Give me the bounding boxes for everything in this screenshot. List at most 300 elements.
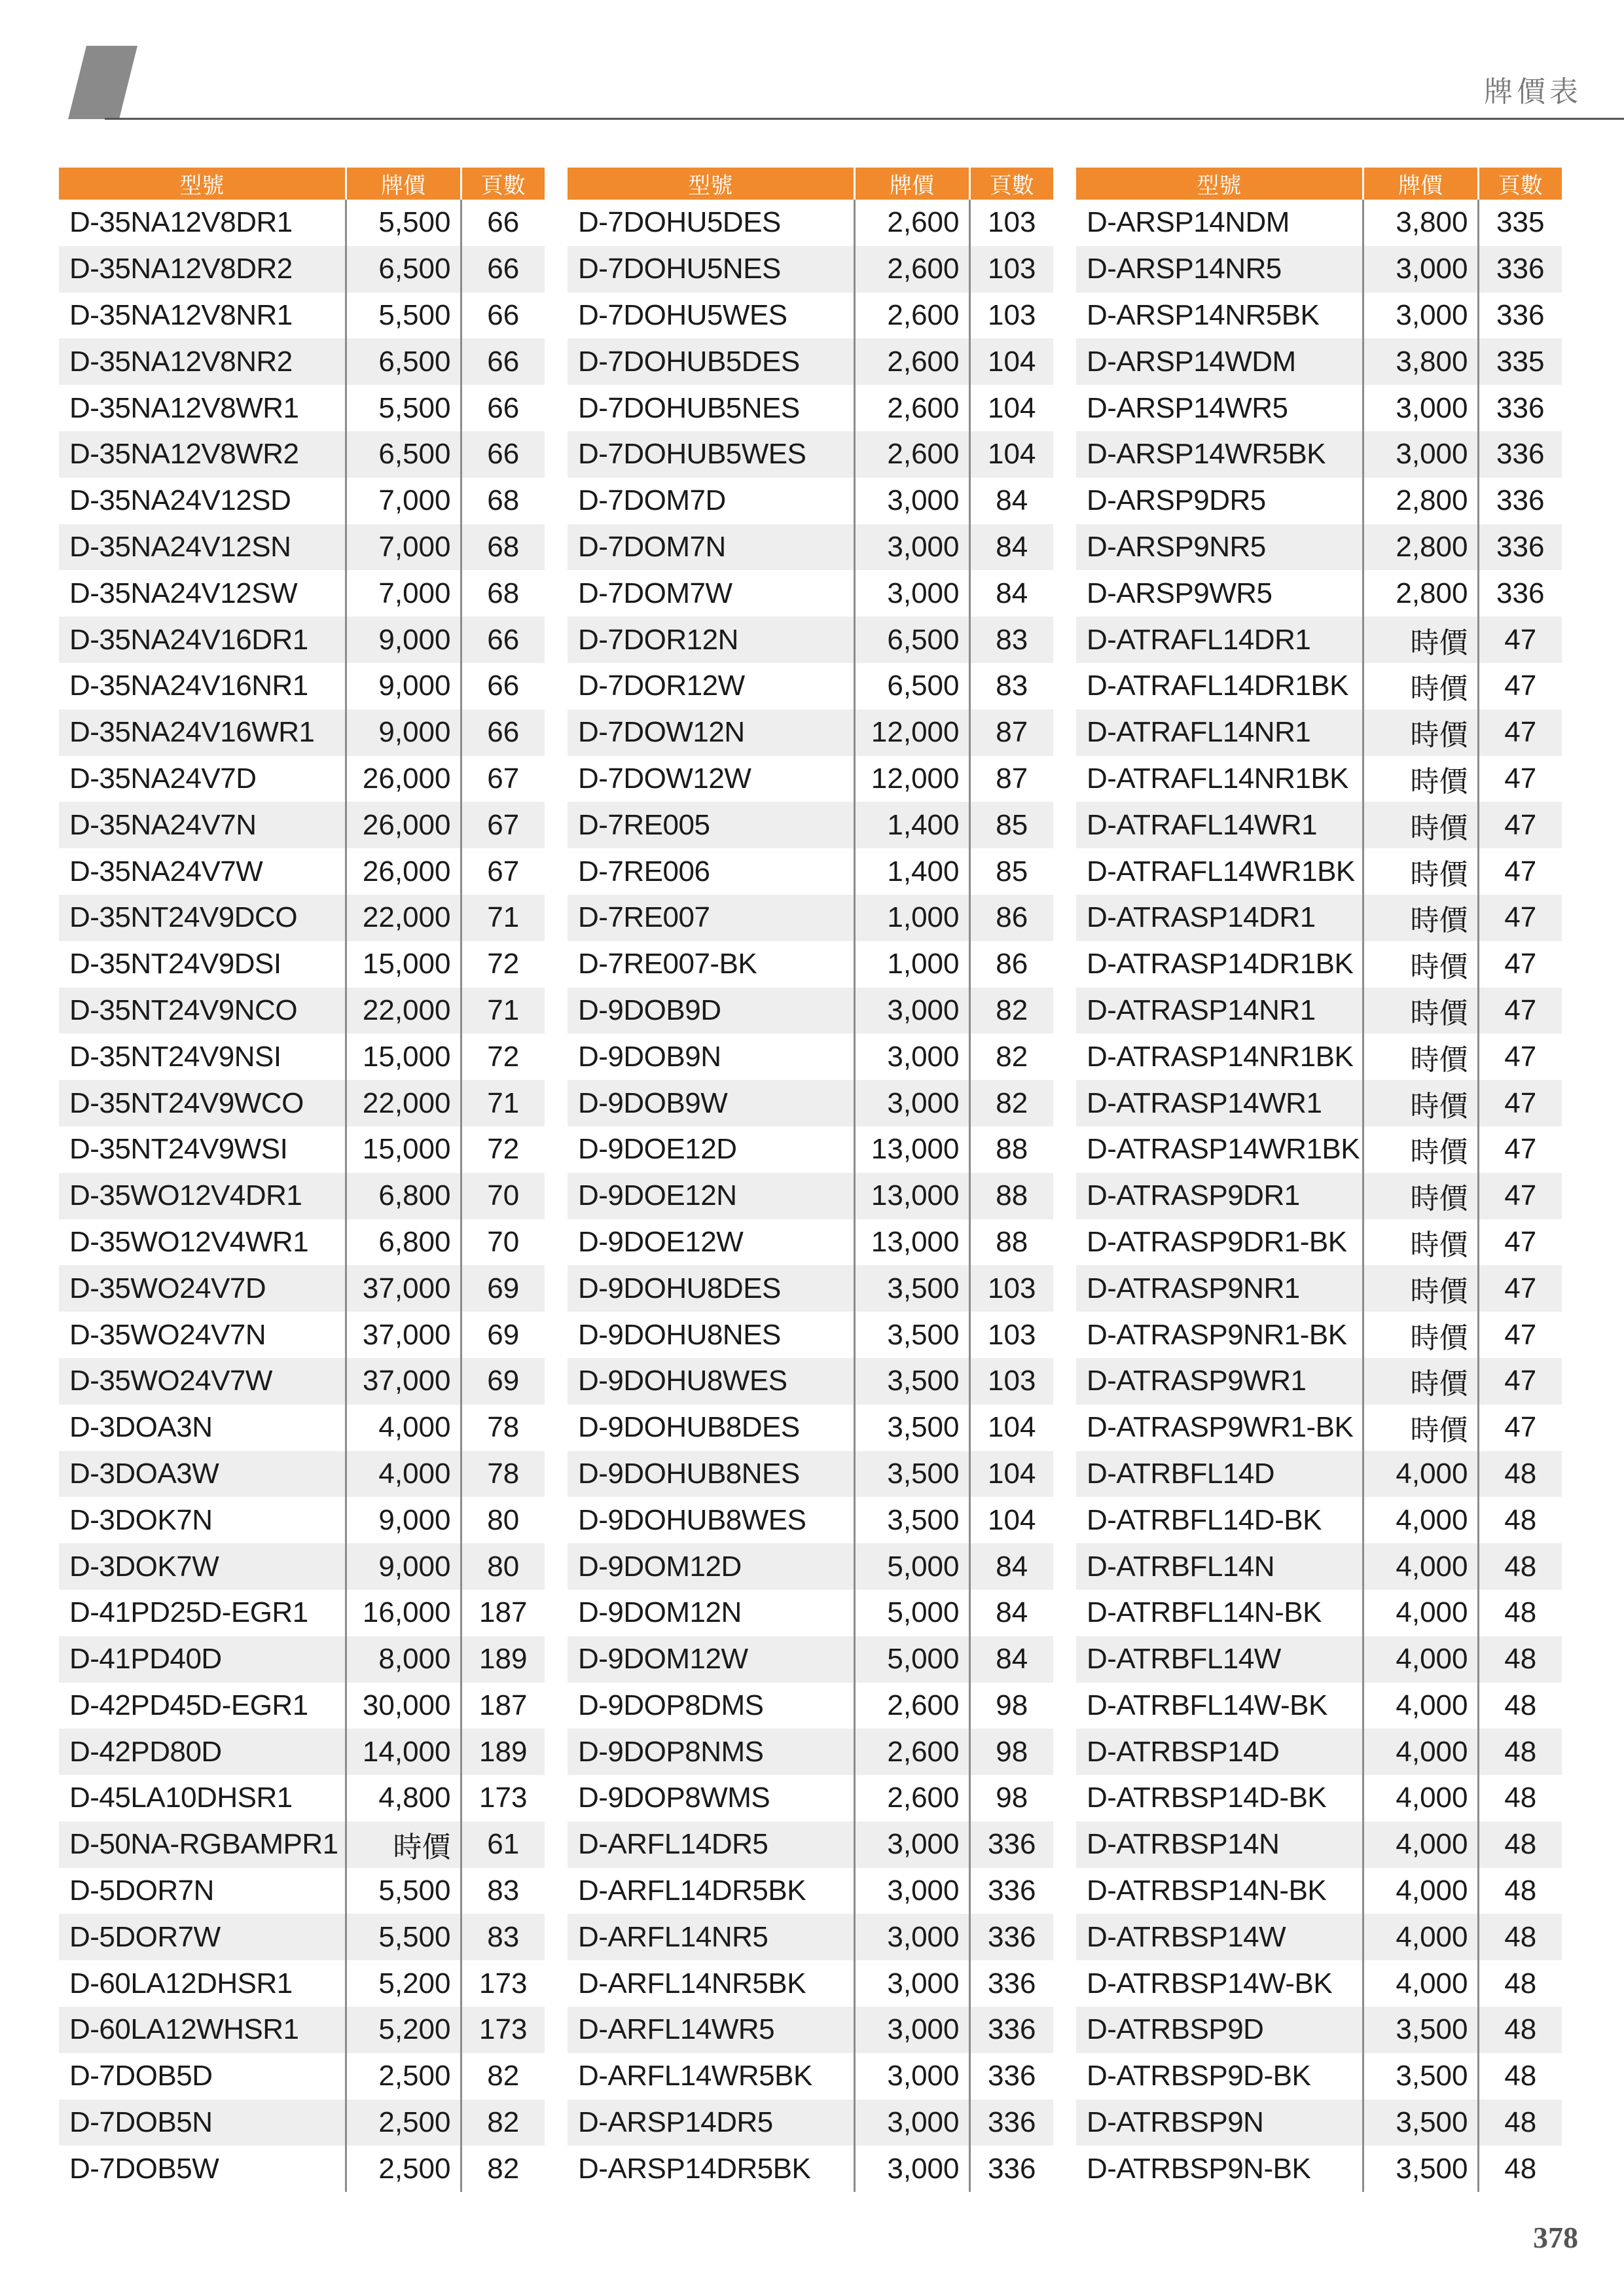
model-cell: D-5DOR7W: [59, 1914, 346, 1960]
table-row: [568, 709, 1053, 756]
page-cell: 86: [996, 948, 1028, 980]
page-cell: 71: [461, 895, 545, 941]
table-row: [568, 1636, 1053, 1683]
page-cell: 67: [487, 762, 520, 795]
price-cell: 15,000: [346, 1033, 461, 1080]
price-cell: 2,600: [854, 338, 969, 385]
page-cell: 48: [1478, 1914, 1562, 1960]
model-cell: D-35NA12V8NR1: [59, 293, 346, 339]
price-cell: 時價: [1363, 1126, 1478, 1173]
page-cell: 336: [1496, 577, 1545, 609]
table-body: [59, 200, 545, 2192]
price-cell: 15,000: [346, 941, 461, 988]
price-cell: 時價: [1363, 988, 1478, 1034]
model-cell: D-9DOHU8NES: [568, 1312, 854, 1358]
page-cell: 47: [1504, 1411, 1537, 1444]
model-cell: D-35NA24V12SW: [59, 570, 346, 617]
table-row: [59, 1126, 545, 1173]
model-cell: D-7DOHUB5DES: [568, 338, 854, 385]
table-row: [1076, 1173, 1562, 1219]
page-cell: 69: [461, 1358, 545, 1405]
page-cell: 48: [1504, 2060, 1537, 2092]
page-cell: 47: [1504, 1040, 1537, 1073]
table-row: [1076, 1080, 1562, 1126]
price-cell: 5,000: [854, 1590, 969, 1636]
model-cell: D-35NT24V9WCO: [59, 1080, 346, 1126]
price-cell: 16,000: [346, 1590, 461, 1636]
table-row: [568, 2007, 1053, 2053]
page-cell: 103: [988, 206, 1036, 239]
table-row: [59, 1497, 545, 1543]
model-cell: D-9DOE12D: [568, 1126, 854, 1173]
model-cell: D-ARFL14NR5: [568, 1914, 854, 1960]
table-row: [59, 2100, 545, 2146]
model-cell: D-9DOP8WMS: [568, 1775, 854, 1821]
model-cell: D-7DOB5N: [59, 2100, 346, 2146]
table-row: [568, 2145, 1053, 2192]
model-cell: D-ATRBSP14D-BK: [1076, 1775, 1363, 1821]
table-row: [59, 895, 545, 941]
model-cell: D-7DOW12W: [568, 756, 854, 802]
model-cell: D-9DOB9W: [568, 1080, 854, 1126]
page-cell: 47: [1478, 709, 1562, 756]
table-row: [568, 1126, 1053, 1173]
price-cell: 37,000: [346, 1312, 461, 1358]
price-cell: 4,000: [346, 1405, 461, 1451]
price-cell: 時價: [1363, 1173, 1478, 1219]
price-cell: 8,000: [346, 1636, 461, 1683]
table-row: [59, 1173, 545, 1219]
price-cell: 9,000: [346, 709, 461, 756]
table-row: [568, 293, 1053, 339]
table-row: [1076, 1636, 1562, 1683]
price-cell: 6,800: [346, 1219, 461, 1266]
page-cell: 84: [996, 1596, 1028, 1629]
page-cell: 336: [969, 1821, 1053, 1868]
page-cell: 82: [969, 988, 1053, 1034]
column-header-model: 型號: [59, 168, 346, 200]
price-table-2: [568, 168, 1053, 2192]
model-cell: D-35NT24V9DCO: [59, 895, 346, 941]
model-cell: D-41PD40D: [59, 1636, 346, 1683]
price-cell: 3,500: [1363, 2100, 1478, 2146]
price-cell: 6,500: [346, 338, 461, 385]
model-cell: D-35WO24V7D: [59, 1265, 346, 1312]
price-cell: 4,000: [1363, 1775, 1478, 1821]
model-cell: D-ATRASP14DR1: [1076, 895, 1363, 941]
page-cell: 85: [969, 802, 1053, 848]
table-row: [568, 756, 1053, 802]
price-cell: 2,600: [854, 1683, 969, 1729]
model-cell: D-35NA24V7N: [59, 802, 346, 848]
model-cell: D-ATRBFL14W-BK: [1076, 1683, 1363, 1729]
model-cell: D-ARSP14WR5BK: [1076, 431, 1363, 478]
price-cell: 3,500: [854, 1497, 969, 1543]
page-cell: 48: [1478, 2007, 1562, 2053]
model-cell: D-ARSP14WDM: [1076, 338, 1363, 385]
table-row: [568, 246, 1053, 293]
table-header-row: [1076, 168, 1562, 200]
table-row: [1076, 756, 1562, 802]
price-cell: 12,000: [854, 756, 969, 802]
page-cell: 336: [969, 2100, 1053, 2146]
model-cell: D-41PD25D-EGR1: [59, 1590, 346, 1636]
page-cell: 103: [969, 1265, 1053, 1312]
table-row: [1076, 1358, 1562, 1405]
price-cell: 5,200: [346, 1960, 461, 2007]
model-cell: D-ATRBSP14N-BK: [1076, 1868, 1363, 1914]
model-cell: D-ARSP14NR5BK: [1076, 293, 1363, 339]
table-row: [59, 1312, 545, 1358]
model-cell: D-35NA24V16WR1: [59, 709, 346, 756]
model-cell: D-ARFL14DR5BK: [568, 1868, 854, 1914]
table-row: [568, 663, 1053, 709]
table-row: [59, 1821, 545, 1868]
table-row: [568, 1543, 1053, 1590]
table-row: [59, 1683, 545, 1729]
table-row: [1076, 385, 1562, 431]
page-cell: 68: [487, 577, 520, 609]
page-cell: 47: [1504, 948, 1537, 980]
price-cell: 3,000: [854, 524, 969, 571]
page-cell: 173: [461, 2007, 545, 2053]
page-cell: 104: [969, 1451, 1053, 1498]
table-row: [1076, 1126, 1562, 1173]
model-cell: D-ATRAFL14WR1BK: [1076, 848, 1363, 895]
model-cell: D-3DOK7W: [59, 1543, 346, 1590]
model-cell: D-3DOA3N: [59, 1405, 346, 1451]
table-header-row: [568, 168, 1053, 200]
price-cell: 時價: [1363, 1033, 1478, 1080]
table-body: [568, 200, 1053, 2192]
table-row: [1076, 1729, 1562, 1775]
price-cell: 時價: [1363, 895, 1478, 941]
page-cell: 66: [487, 670, 520, 702]
table-row: [568, 1451, 1053, 1498]
page-cell: 82: [996, 1040, 1028, 1073]
table-row: [568, 1775, 1053, 1821]
model-cell: D-7DOM7D: [568, 478, 854, 524]
price-cell: 2,600: [854, 200, 969, 246]
table-row: [568, 1219, 1053, 1266]
table-row: [1076, 941, 1562, 988]
price-cell: 2,600: [854, 293, 969, 339]
price-cell: 22,000: [346, 988, 461, 1034]
price-cell: 2,600: [854, 1775, 969, 1821]
column-header-price: 牌價: [854, 168, 969, 200]
price-cell: 4,000: [346, 1451, 461, 1498]
price-cell: 3,000: [854, 570, 969, 617]
price-cell: 1,400: [854, 848, 969, 895]
price-cell: 4,000: [1363, 1729, 1478, 1775]
page-cell: 66: [461, 338, 545, 385]
table-row: [1076, 478, 1562, 524]
model-cell: D-9DOB9N: [568, 1033, 854, 1080]
model-cell: D-ATRAFL14NR1BK: [1076, 756, 1363, 802]
model-cell: D-9DOHUB8WES: [568, 1497, 854, 1543]
price-cell: 3,000: [854, 478, 969, 524]
model-cell: D-ATRBSP9D-BK: [1076, 2053, 1363, 2100]
price-cell: 4,000: [1363, 1868, 1478, 1914]
price-cell: 26,000: [346, 848, 461, 895]
price-cell: 3,500: [1363, 2145, 1478, 2192]
model-cell: D-9DOM12D: [568, 1543, 854, 1590]
page-cell: 82: [487, 2060, 520, 2092]
price-cell: 6,500: [346, 246, 461, 293]
model-cell: D-ARSP14DR5BK: [568, 2145, 854, 2192]
table-row: [59, 338, 545, 385]
price-cell: 37,000: [346, 1358, 461, 1405]
price-cell: 22,000: [346, 895, 461, 941]
model-cell: D-35WO24V7N: [59, 1312, 346, 1358]
model-cell: D-50NA-RGBAMPR1: [59, 1821, 346, 1868]
price-cell: 5,500: [346, 200, 461, 246]
table-row: [1076, 1312, 1562, 1358]
page-cell: 88: [996, 1133, 1028, 1166]
table-row: [1076, 1960, 1562, 2007]
price-cell: 4,000: [1363, 1914, 1478, 1960]
table-row: [59, 524, 545, 571]
page-cell: 336: [969, 1914, 1053, 1960]
page-cell: 104: [969, 431, 1053, 478]
table-row: [59, 1265, 545, 1312]
model-cell: D-ARFL14WR5BK: [568, 2053, 854, 2100]
table-row: [1076, 246, 1562, 293]
model-cell: D-35NT24V9NSI: [59, 1033, 346, 1080]
page-cell: 336: [1478, 246, 1562, 293]
price-cell: 4,000: [1363, 1590, 1478, 1636]
model-cell: D-3DOK7N: [59, 1497, 346, 1543]
model-cell: D-3DOA3W: [59, 1451, 346, 1498]
model-cell: D-ATRAFL14DR1: [1076, 617, 1363, 663]
model-cell: D-ATRBFL14N-BK: [1076, 1590, 1363, 1636]
table-row: [568, 848, 1053, 895]
table-row: [568, 1590, 1053, 1636]
table-row: [59, 617, 545, 663]
model-cell: D-35NA12V8WR1: [59, 385, 346, 431]
model-cell: D-45LA10DHSR1: [59, 1775, 346, 1821]
page-cell: 103: [969, 1358, 1053, 1405]
table-row: [568, 1033, 1053, 1080]
table-row: [568, 1914, 1053, 1960]
price-cell: 3,000: [854, 988, 969, 1034]
table-row: [1076, 338, 1562, 385]
table-row: [1076, 1543, 1562, 1590]
model-cell: D-60LA12DHSR1: [59, 1960, 346, 2007]
price-cell: 2,600: [854, 246, 969, 293]
model-cell: D-ATRBFL14D-BK: [1076, 1497, 1363, 1543]
price-cell: 3,500: [1363, 2007, 1478, 2053]
price-cell: 3,000: [1363, 385, 1478, 431]
model-cell: D-35NT24V9NCO: [59, 988, 346, 1034]
page-cell: 78: [487, 1411, 520, 1444]
page-cell: 104: [988, 1503, 1036, 1536]
page-cell: 336: [988, 1967, 1036, 2000]
page-cell: 83: [996, 670, 1028, 702]
price-cell: 3,500: [854, 1405, 969, 1451]
price-cell: 5,200: [346, 2007, 461, 2053]
page-cell: 80: [487, 1503, 520, 1536]
table-row: [1076, 1914, 1562, 1960]
price-cell: 3,500: [1363, 2053, 1478, 2100]
page-cell: 47: [1478, 1080, 1562, 1126]
header-accent-bar: [68, 46, 137, 119]
model-cell: D-9DOHUB8NES: [568, 1451, 854, 1498]
table-row: [59, 246, 545, 293]
price-cell: 6,500: [346, 431, 461, 478]
table-row: [59, 848, 545, 895]
price-cell: 3,000: [854, 2007, 969, 2053]
price-cell: 3,500: [854, 1358, 969, 1405]
table-row: [568, 1173, 1053, 1219]
page-cell: 66: [461, 617, 545, 663]
model-cell: D-ATRASP9WR1: [1076, 1358, 1363, 1405]
model-cell: D-ATRBSP9N: [1076, 2100, 1363, 2146]
model-cell: D-42PD80D: [59, 1729, 346, 1775]
table-row: [59, 1080, 545, 1126]
page-cell: 336: [988, 1874, 1036, 1907]
price-cell: 22,000: [346, 1080, 461, 1126]
table-row: [59, 709, 545, 756]
model-cell: D-35WO12V4WR1: [59, 1219, 346, 1266]
model-cell: D-ARSP9NR5: [1076, 524, 1363, 571]
page-cell: 48: [1504, 1689, 1537, 1721]
page-cell: 71: [461, 988, 545, 1034]
price-table-1: [59, 168, 545, 2192]
page-cell: 88: [996, 1225, 1028, 1258]
page-cell: 173: [479, 1782, 528, 1814]
table-row: [568, 1497, 1053, 1543]
page-cell: 48: [1504, 2152, 1537, 2185]
page-cell: 48: [1504, 1503, 1537, 1536]
price-cell: 3,000: [1363, 246, 1478, 293]
page-cell: 48: [1478, 1636, 1562, 1683]
table-row: [59, 663, 545, 709]
page-cell: 98: [996, 1782, 1028, 1814]
table-row: [1076, 2145, 1562, 2192]
price-cell: 2,500: [346, 2100, 461, 2146]
page-cell: 48: [1478, 2100, 1562, 2146]
price-cell: 13,000: [854, 1126, 969, 1173]
page-cell: 84: [969, 1636, 1053, 1683]
page-cell: 69: [461, 1265, 545, 1312]
price-cell: 4,000: [1363, 1543, 1478, 1590]
price-cell: 時價: [1363, 1265, 1478, 1312]
model-cell: D-35NT24V9WSI: [59, 1126, 346, 1173]
price-cell: 6,500: [854, 663, 969, 709]
table-row: [59, 431, 545, 478]
price-cell: 12,000: [854, 709, 969, 756]
table-row: [568, 338, 1053, 385]
page-cell: 84: [996, 484, 1028, 517]
price-cell: 時價: [1363, 663, 1478, 709]
price-cell: 26,000: [346, 802, 461, 848]
table-header-row: [59, 168, 545, 200]
page-cell: 85: [996, 855, 1028, 888]
price-cell: 1,400: [854, 802, 969, 848]
model-cell: D-ATRASP14WR1: [1076, 1080, 1363, 1126]
model-cell: D-ATRBSP9N-BK: [1076, 2145, 1363, 2192]
price-cell: 2,600: [854, 1729, 969, 1775]
model-cell: D-ARFL14DR5: [568, 1821, 854, 1868]
table-row: [1076, 1683, 1562, 1729]
model-cell: D-7RE006: [568, 848, 854, 895]
table-row: [59, 570, 545, 617]
price-cell: 7,000: [346, 524, 461, 571]
page-cell: 336: [988, 2060, 1036, 2092]
table-row: [1076, 617, 1562, 663]
table-row: [59, 1033, 545, 1080]
page-cell: 335: [1478, 338, 1562, 385]
page-cell: 98: [969, 1729, 1053, 1775]
price-cell: 4,000: [1363, 1636, 1478, 1683]
page-cell: 70: [461, 1173, 545, 1219]
price-cell: 4,000: [1363, 1821, 1478, 1868]
page-cell: 68: [487, 484, 520, 517]
model-cell: D-ATRASP14NR1BK: [1076, 1033, 1363, 1080]
model-cell: D-ATRASP9WR1-BK: [1076, 1405, 1363, 1451]
table-row: [1076, 848, 1562, 895]
table-row: [1076, 1451, 1562, 1498]
price-cell: 2,800: [1363, 570, 1478, 617]
price-cell: 4,800: [346, 1775, 461, 1821]
page-cell: 69: [487, 1318, 520, 1351]
table-row: [1076, 1590, 1562, 1636]
page-cell: 103: [988, 1318, 1036, 1351]
page-cell: 48: [1478, 1821, 1562, 1868]
page-cell: 66: [461, 709, 545, 756]
model-cell: D-35NT24V9DSI: [59, 941, 346, 988]
table-row: [1076, 1821, 1562, 1868]
model-cell: D-7DOB5W: [59, 2145, 346, 2192]
model-cell: D-9DOHU8DES: [568, 1265, 854, 1312]
price-cell: 2,800: [1363, 524, 1478, 571]
page-cell: 87: [969, 709, 1053, 756]
model-cell: D-7DOHU5NES: [568, 246, 854, 293]
model-cell: D-35NA24V7D: [59, 756, 346, 802]
table-row: [59, 2145, 545, 2192]
model-cell: D-ATRBSP9D: [1076, 2007, 1363, 2053]
price-cell: 4,000: [1363, 1683, 1478, 1729]
price-cell: 時價: [1363, 756, 1478, 802]
model-cell: D-7RE005: [568, 802, 854, 848]
page-cell: 88: [969, 1173, 1053, 1219]
page-cell: 48: [1504, 1596, 1537, 1629]
page-cell: 72: [487, 1133, 520, 1166]
model-cell: D-ATRBFL14N: [1076, 1543, 1363, 1590]
model-cell: D-ATRASP14DR1BK: [1076, 941, 1363, 988]
model-cell: D-9DOP8NMS: [568, 1729, 854, 1775]
table-row: [568, 617, 1053, 663]
table-row: [59, 1543, 545, 1590]
price-cell: 37,000: [346, 1265, 461, 1312]
page-cell: 48: [1504, 1967, 1537, 2000]
page-cell: 189: [461, 1729, 545, 1775]
page-cell: 67: [461, 802, 545, 848]
page-cell: 66: [461, 431, 545, 478]
table-row: [568, 1405, 1053, 1451]
page-cell: 70: [487, 1225, 520, 1258]
price-cell: 3,000: [854, 1914, 969, 1960]
table-row: [1076, 988, 1562, 1034]
price-cell: 5,000: [854, 1636, 969, 1683]
page-cell: 84: [996, 577, 1028, 609]
table-row: [1076, 1033, 1562, 1080]
table-row: [59, 802, 545, 848]
table-row: [59, 1960, 545, 2007]
table-row: [59, 293, 545, 339]
model-cell: D-7DOW12N: [568, 709, 854, 756]
